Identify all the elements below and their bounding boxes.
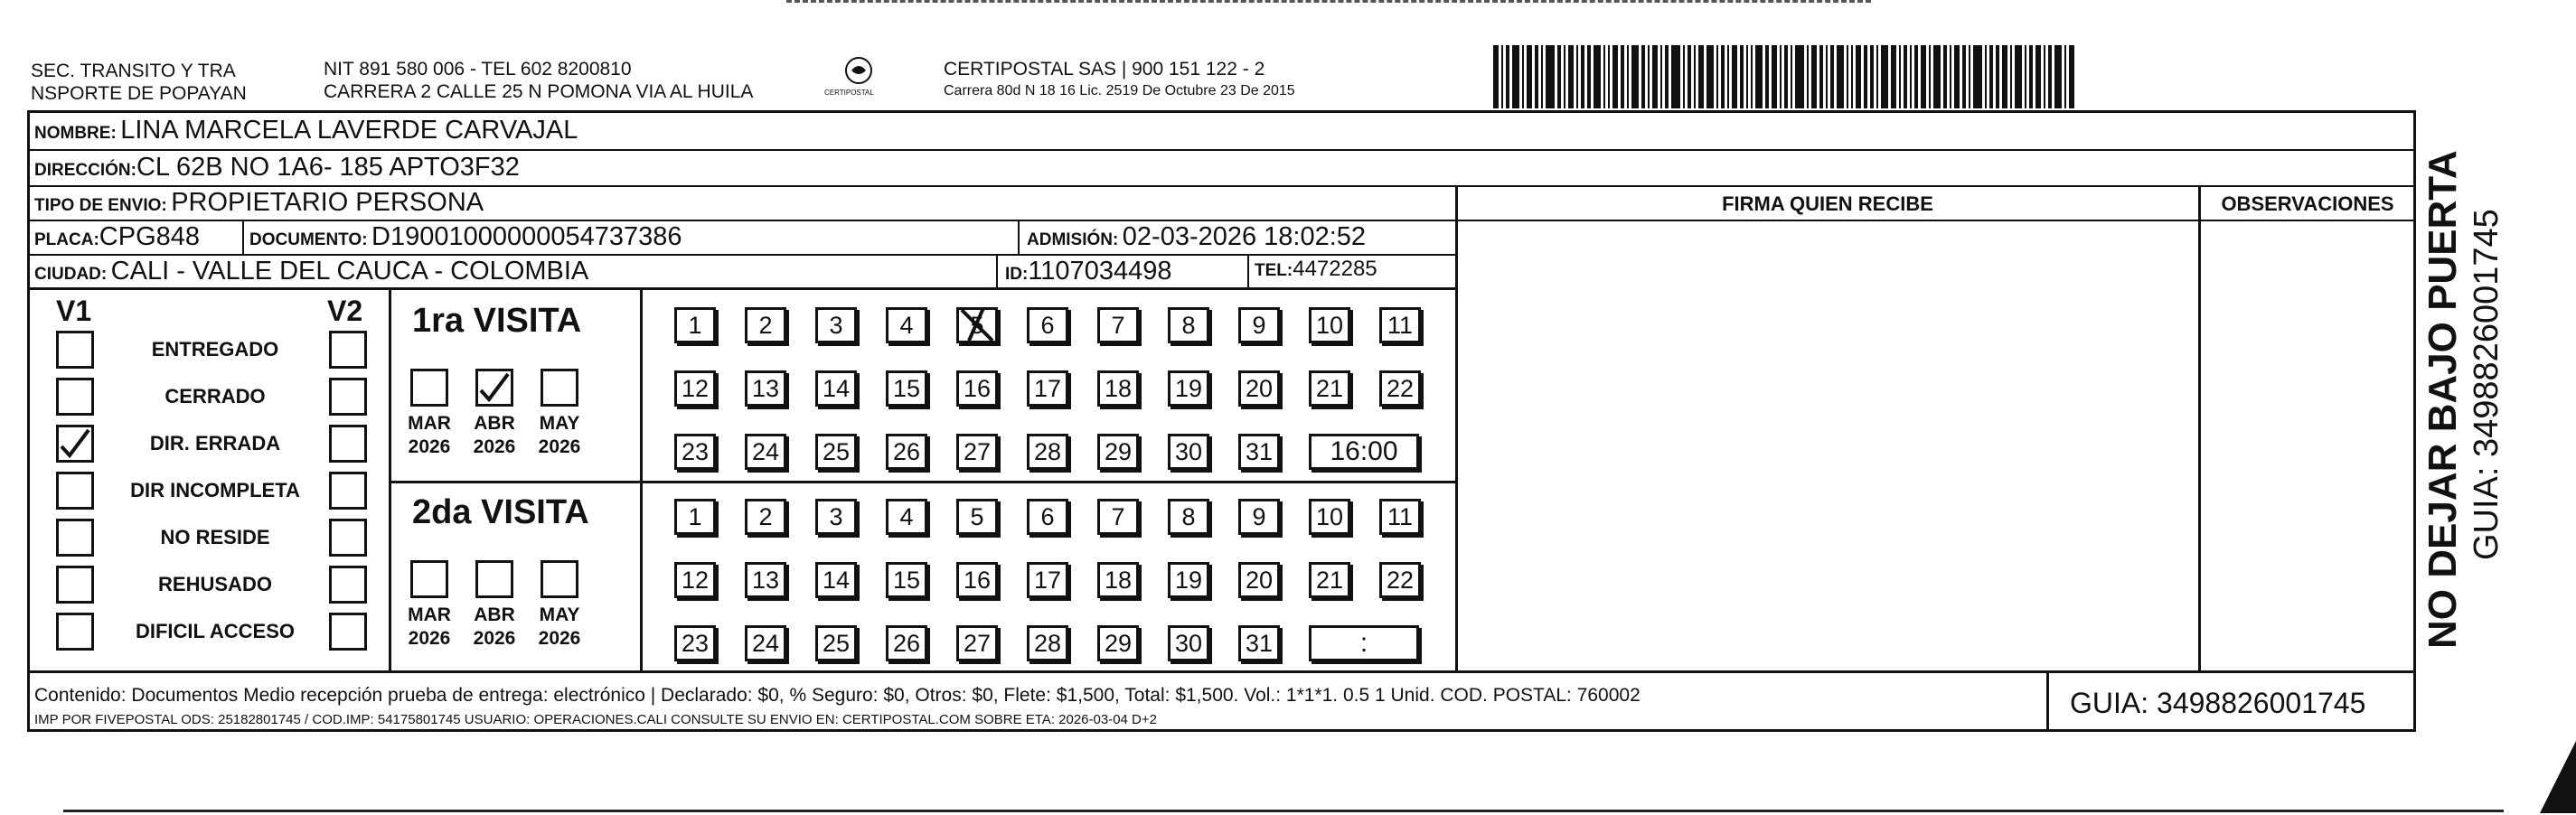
barcode-bar	[1989, 45, 1993, 108]
v2-checkbox[interactable]	[329, 613, 367, 651]
row-nombre	[29, 113, 2415, 151]
barcode-bar	[1914, 45, 1918, 108]
barcode-bar	[1698, 45, 1704, 108]
barcode-bar	[1780, 45, 1782, 108]
row-direccion	[29, 151, 2415, 187]
month-name: MAY	[539, 413, 580, 434]
barcode-bar	[1564, 45, 1565, 108]
barcode-bar	[1856, 45, 1861, 108]
barcode-bar	[1864, 45, 1867, 108]
id-label: ID:	[1005, 265, 1029, 284]
time-field[interactable]: 16:00	[1309, 434, 1419, 470]
day-box[interactable]: 25	[815, 434, 857, 470]
barcode-bar	[1671, 45, 1680, 108]
v1-checkbox[interactable]	[56, 472, 94, 510]
placa-label: PLACA:	[34, 230, 99, 249]
barcode-bar	[2025, 45, 2026, 108]
barcode-bar	[1765, 45, 1769, 108]
day-box[interactable]: 6	[1027, 307, 1068, 343]
day-box[interactable]: 22	[1379, 562, 1421, 598]
barcode-bar	[1721, 45, 1725, 108]
direccion-value: CL 62B NO 1A6- 185 APTO3F32	[136, 153, 520, 182]
day-box[interactable]: 25	[815, 625, 857, 661]
month-year: 2026	[408, 436, 451, 457]
day-box[interactable]: 8	[1168, 307, 1209, 343]
barcode-bar	[1546, 45, 1555, 108]
ciudad-label: CIUDAD:	[34, 265, 108, 284]
footer-line2: IMP POR FIVEPOSTAL ODS: 25182801745 / COD.IMP: 54175801745 USUARIO: OPERACIONES.CALI CONSULTE SU ENVIO EN: CERTIPOSTAL.COM SOBRE ETA: 2026-03-04 D+2	[34, 712, 1157, 727]
month-name: MAR	[408, 604, 451, 625]
status-option-label: DIFICIL ACCESO	[135, 620, 295, 642]
month-name: MAR	[408, 413, 451, 434]
tel-value: 4472285	[1293, 257, 1377, 281]
barcode-bar	[1943, 45, 1947, 108]
barcode-bar	[2054, 45, 2062, 108]
day-box[interactable]: 9	[1238, 499, 1280, 535]
day-box[interactable]: 26	[886, 434, 927, 470]
day-box[interactable]: 23	[674, 625, 716, 661]
barcode-bar	[1603, 45, 1605, 108]
month-checkbox[interactable]	[475, 560, 513, 598]
month-year: 2026	[538, 628, 581, 649]
month-year: 2026	[538, 436, 581, 457]
side-guia: GUIA: 3498826001745	[2468, 209, 2505, 560]
barcode	[1493, 45, 2207, 108]
barcode-bar	[1706, 45, 1714, 108]
check-mark-icon	[56, 425, 94, 463]
month-label	[467, 604, 522, 651]
v1-checkbox[interactable]	[56, 331, 94, 369]
day-box[interactable]: 11	[1379, 307, 1421, 343]
bottom-corner-shape	[2540, 741, 2576, 813]
row-placa	[29, 221, 1457, 256]
tel-label: TEL:	[1255, 261, 1293, 280]
day-box[interactable]: 21	[1309, 562, 1350, 598]
day-box[interactable]: 10	[1309, 307, 1350, 343]
day-box[interactable]: 11	[1379, 499, 1421, 535]
side-warning: NO DEJAR BAJO PUERTA	[2421, 150, 2465, 649]
barcode-bar	[1627, 45, 1629, 108]
day-box[interactable]: 28	[1027, 434, 1068, 470]
barcode-bar	[1568, 45, 1574, 108]
barcode-bar	[1527, 45, 1532, 108]
day-box[interactable]: 26	[886, 625, 927, 661]
barcode-bar	[1795, 45, 1804, 108]
month-name: ABR	[474, 413, 515, 434]
day-box[interactable]: 16	[956, 562, 998, 598]
day-box[interactable]: 22	[1379, 370, 1421, 407]
month-checkbox[interactable]	[541, 560, 578, 598]
barcode-bar	[1904, 45, 1907, 108]
v2-checkbox[interactable]	[329, 425, 367, 463]
barcode-bar	[1522, 45, 1524, 108]
barcode-bar	[1954, 45, 1960, 108]
barcode-bar	[1594, 45, 1601, 108]
barcode-bar	[1557, 45, 1561, 108]
month-label	[402, 604, 456, 651]
day-box[interactable]: 19	[1168, 562, 1209, 598]
v2-checkbox[interactable]	[329, 378, 367, 416]
day-box[interactable]: 14	[815, 562, 857, 598]
visit2-title: 2da VISITA	[412, 493, 589, 531]
ciudad-value: CALI - VALLE DEL CAUCA - COLOMBIA	[110, 257, 589, 286]
day-box[interactable]: 15	[886, 562, 927, 598]
barcode-bar	[1826, 45, 1828, 108]
day-box[interactable]: 20	[1238, 562, 1280, 598]
barcode-bar	[1791, 45, 1792, 108]
firma-header-line	[1457, 220, 2415, 221]
barcode-bar	[1819, 45, 1823, 108]
status-option-label: ENTREGADO	[151, 338, 279, 361]
footer-top-line	[29, 670, 2415, 673]
v2-checkbox[interactable]	[329, 331, 367, 369]
v2-label: V2	[327, 295, 363, 327]
day-box[interactable]: 4	[886, 307, 927, 343]
barcode-bar	[1740, 45, 1744, 108]
day-box[interactable]: 1	[674, 307, 716, 343]
barcode-bar	[1969, 45, 1970, 108]
day-box[interactable]: 13	[745, 370, 786, 407]
barcode-bar	[1732, 45, 1737, 108]
barcode-bar	[1652, 45, 1658, 108]
nombre-label: NOMBRE:	[34, 124, 117, 143]
day-box[interactable]: 1	[674, 499, 716, 535]
month-year: 2026	[473, 436, 516, 457]
day-box[interactable]: 29	[1097, 625, 1139, 661]
month-year: 2026	[408, 628, 451, 649]
placa-value: CPG848	[99, 222, 201, 251]
day-box[interactable]: 4	[886, 499, 927, 535]
day-box[interactable]: 21	[1309, 370, 1350, 407]
barcode-bar	[1660, 45, 1662, 108]
tipo-label: TIPO DE ENVIO:	[34, 196, 167, 215]
day-box[interactable]: 8	[1168, 499, 1209, 535]
barcode-bar	[1837, 45, 1844, 108]
v2-checkbox[interactable]	[329, 519, 367, 557]
day-box[interactable]: 17	[1027, 370, 1068, 407]
v2-checkbox[interactable]	[329, 472, 367, 510]
day-box[interactable]: 15	[886, 370, 927, 407]
nit-block	[324, 58, 753, 103]
v2-checkbox[interactable]	[329, 566, 367, 604]
barcode-bar	[1851, 45, 1853, 108]
day-box[interactable]: 24	[745, 625, 786, 661]
nit-line1: NIT 891 580 006 - TEL 602 8200810	[324, 59, 632, 80]
logo-text: CERTIPOSTAL	[824, 89, 874, 97]
day-box[interactable]: 17	[1027, 562, 1068, 598]
status-option-label: NO RESIDE	[160, 526, 270, 548]
barcode-bar	[2064, 45, 2066, 108]
barcode-bar	[2002, 45, 2007, 108]
obs-header: OBSERVACIONES	[2221, 192, 2394, 215]
firma-left-border	[1455, 187, 1458, 672]
barcode-bar	[1891, 45, 1896, 108]
footer-guia-border	[2046, 672, 2049, 730]
nombre-value: LINA MARCELA LAVERDE CARVAJAL	[120, 116, 578, 145]
v1-checkbox[interactable]	[56, 566, 94, 604]
barcode-bar	[1608, 45, 1610, 108]
barcode-bar	[1784, 45, 1788, 108]
check-mark-icon	[475, 369, 513, 407]
id-value: 1107034498	[1028, 257, 1172, 286]
day-box[interactable]: 28	[1027, 625, 1068, 661]
barcode-bar	[1694, 45, 1696, 108]
sender-line1: SEC. TRANSITO Y TRA	[31, 61, 236, 81]
day-box[interactable]: 2	[745, 307, 786, 343]
footer-guia: GUIA: 3498826001745	[2070, 687, 2366, 719]
v1-checkbox[interactable]	[56, 613, 94, 651]
barcode-bar	[1512, 45, 1519, 108]
day-box[interactable]: 27	[956, 625, 998, 661]
day-box[interactable]: 9	[1238, 307, 1280, 343]
barcode-bar	[1716, 45, 1718, 108]
carrier-line1: CERTIPOSTAL SAS | 900 151 122 - 2	[944, 59, 1265, 80]
barcode-bar	[1587, 45, 1591, 108]
day-box[interactable]: 31	[1238, 625, 1280, 661]
certipostal-logo-icon	[841, 54, 877, 90]
month-checkbox[interactable]	[410, 369, 448, 407]
day-box[interactable]: 5	[956, 307, 998, 343]
day-box[interactable]: 20	[1238, 370, 1280, 407]
barcode-bar	[1576, 45, 1578, 108]
direccion-label: DIRECCIÓN:	[34, 161, 136, 180]
barcode-bar	[1807, 45, 1809, 108]
visit-divider	[391, 481, 1456, 483]
barcode-bar	[1910, 45, 1912, 108]
obs-left-border	[2198, 187, 2201, 672]
month-label	[467, 412, 522, 459]
day-box[interactable]: 29	[1097, 434, 1139, 470]
day-box[interactable]: 31	[1238, 434, 1280, 470]
day-box[interactable]: 19	[1168, 370, 1209, 407]
month-checkbox[interactable]	[410, 560, 448, 598]
signature-area[interactable]	[1459, 222, 2196, 670]
barcode-bar	[1973, 45, 1982, 108]
day-box[interactable]: 30	[1168, 434, 1209, 470]
day-box[interactable]: 23	[674, 434, 716, 470]
barcode-bar	[1933, 45, 1941, 108]
carrier-line2: Carrera 80d N 18 16 Lic. 2519 De Octubre 23 De 2015	[944, 83, 1295, 98]
day-box[interactable]: 27	[956, 434, 998, 470]
firma-header: FIRMA QUIEN RECIBE	[1722, 192, 1933, 215]
day-box[interactable]: 10	[1309, 499, 1350, 535]
barcode-bar	[1830, 45, 1834, 108]
status-option-label: DIR. ERRADA	[149, 432, 281, 454]
barcode-bar	[1847, 45, 1848, 108]
barcode-bar	[1751, 45, 1753, 108]
day-box[interactable]: 3	[815, 499, 857, 535]
bottom-edge-line	[63, 810, 2504, 812]
barcode-bar	[1506, 45, 1509, 108]
barcode-bar	[1881, 45, 1888, 108]
documento-label: DOCUMENTO:	[249, 230, 368, 249]
tipo-value: PROPIETARIO PERSONA	[171, 188, 484, 217]
month-name: MAY	[539, 604, 580, 625]
v1-label: V1	[56, 295, 92, 327]
barcode-bar	[1665, 45, 1669, 108]
barcode-bar	[1683, 45, 1685, 108]
v1-checkbox[interactable]	[56, 378, 94, 416]
barcode-bar	[1811, 45, 1817, 108]
visit1-title: 1ra VISITA	[412, 302, 582, 340]
day-box[interactable]: 7	[1097, 307, 1139, 343]
time-field[interactable]: :	[1309, 625, 1419, 661]
barcode-bar	[1950, 45, 1951, 108]
barcode-bar	[1899, 45, 1901, 108]
barcode-bar	[1746, 45, 1748, 108]
barcode-bar	[1612, 45, 1618, 108]
day-box[interactable]: 16	[956, 370, 998, 407]
day-box[interactable]: 18	[1097, 370, 1139, 407]
day-box[interactable]: 12	[674, 370, 716, 407]
barcode-bar	[1876, 45, 1878, 108]
barcode-bar	[1727, 45, 1729, 108]
month-label	[532, 604, 587, 651]
barcode-bar	[1755, 45, 1763, 108]
day-box[interactable]: 6	[1027, 499, 1068, 535]
sender-block	[31, 60, 247, 105]
barcode-bar	[1772, 45, 1777, 108]
v1-checkbox[interactable]	[56, 425, 94, 463]
barcode-bar	[1621, 45, 1624, 108]
month-label	[532, 412, 587, 459]
day-box[interactable]: 2	[745, 499, 786, 535]
day-box[interactable]: 12	[674, 562, 716, 598]
footer-line1: Contenido: Documentos Medio recepción prueba de entrega: electrónico | Declarado: $0, % Seguro: $0, Otros: $0, Flete: $1,500, Total: $1,500. Vol.: 1*1*1. 0.5 1 Unid. COD. POSTAL: 760002	[34, 685, 1641, 706]
barcode-bar	[1921, 45, 1926, 108]
day-box[interactable]: 7	[1097, 499, 1139, 535]
barcode-bar	[1493, 45, 1499, 108]
barcode-bar	[1501, 45, 1503, 108]
carrier-block	[944, 58, 1295, 100]
status-option-label: CERRADO	[165, 385, 266, 408]
barcode-bar	[1541, 45, 1543, 108]
v1-checkbox[interactable]	[56, 519, 94, 557]
barcode-bar	[1641, 45, 1645, 108]
day-box[interactable]: 14	[815, 370, 857, 407]
month-checkbox[interactable]	[475, 369, 513, 407]
top-edge-marks	[786, 0, 1871, 6]
cross-mark-icon	[956, 304, 998, 346]
admision-value: 02-03-2026 18:02:52	[1122, 222, 1367, 251]
barcode-bar	[1688, 45, 1691, 108]
nit-line2: CARRERA 2 CALLE 25 N POMONA VIA AL HUILA	[324, 81, 754, 102]
day-box[interactable]: 13	[745, 562, 786, 598]
month-year: 2026	[473, 628, 516, 649]
month-label	[402, 412, 456, 459]
barcode-bar	[2029, 45, 2033, 108]
day-box[interactable]: 18	[1097, 562, 1139, 598]
barcode-bar	[2035, 45, 2041, 108]
barcode-bar	[2015, 45, 2022, 108]
barcode-bar	[2069, 45, 2074, 108]
day-box[interactable]: 30	[1168, 625, 1209, 661]
sender-line2: NSPORTE DE POPAYAN	[31, 83, 247, 104]
day-box[interactable]: 24	[745, 434, 786, 470]
barcode-bar	[2048, 45, 2052, 108]
status-option-label: DIR INCOMPLETA	[130, 479, 300, 501]
month-checkbox[interactable]	[541, 369, 578, 407]
day-box[interactable]: 3	[815, 307, 857, 343]
barcode-bar	[1581, 45, 1584, 108]
barcode-bar	[1985, 45, 1987, 108]
admision-label: ADMISIÓN:	[1027, 230, 1119, 249]
barcode-bar	[1929, 45, 1931, 108]
month-name: ABR	[474, 604, 515, 625]
row-ciudad	[29, 256, 1457, 290]
barcode-bar	[1870, 45, 1874, 108]
barcode-bar	[2044, 45, 2045, 108]
barcode-bar	[1535, 45, 1538, 108]
day-box[interactable]: 5	[956, 499, 998, 535]
barcode-bar	[1996, 45, 1999, 108]
documento-value: D19001000000054737386	[371, 222, 682, 251]
barcode-bar	[1962, 45, 1966, 108]
status-option-label: REHUSADO	[158, 573, 272, 595]
barcode-bar	[2010, 45, 2012, 108]
barcode-bar	[1631, 45, 1639, 108]
observations-area[interactable]	[2202, 222, 2413, 670]
barcode-bar	[1648, 45, 1650, 108]
